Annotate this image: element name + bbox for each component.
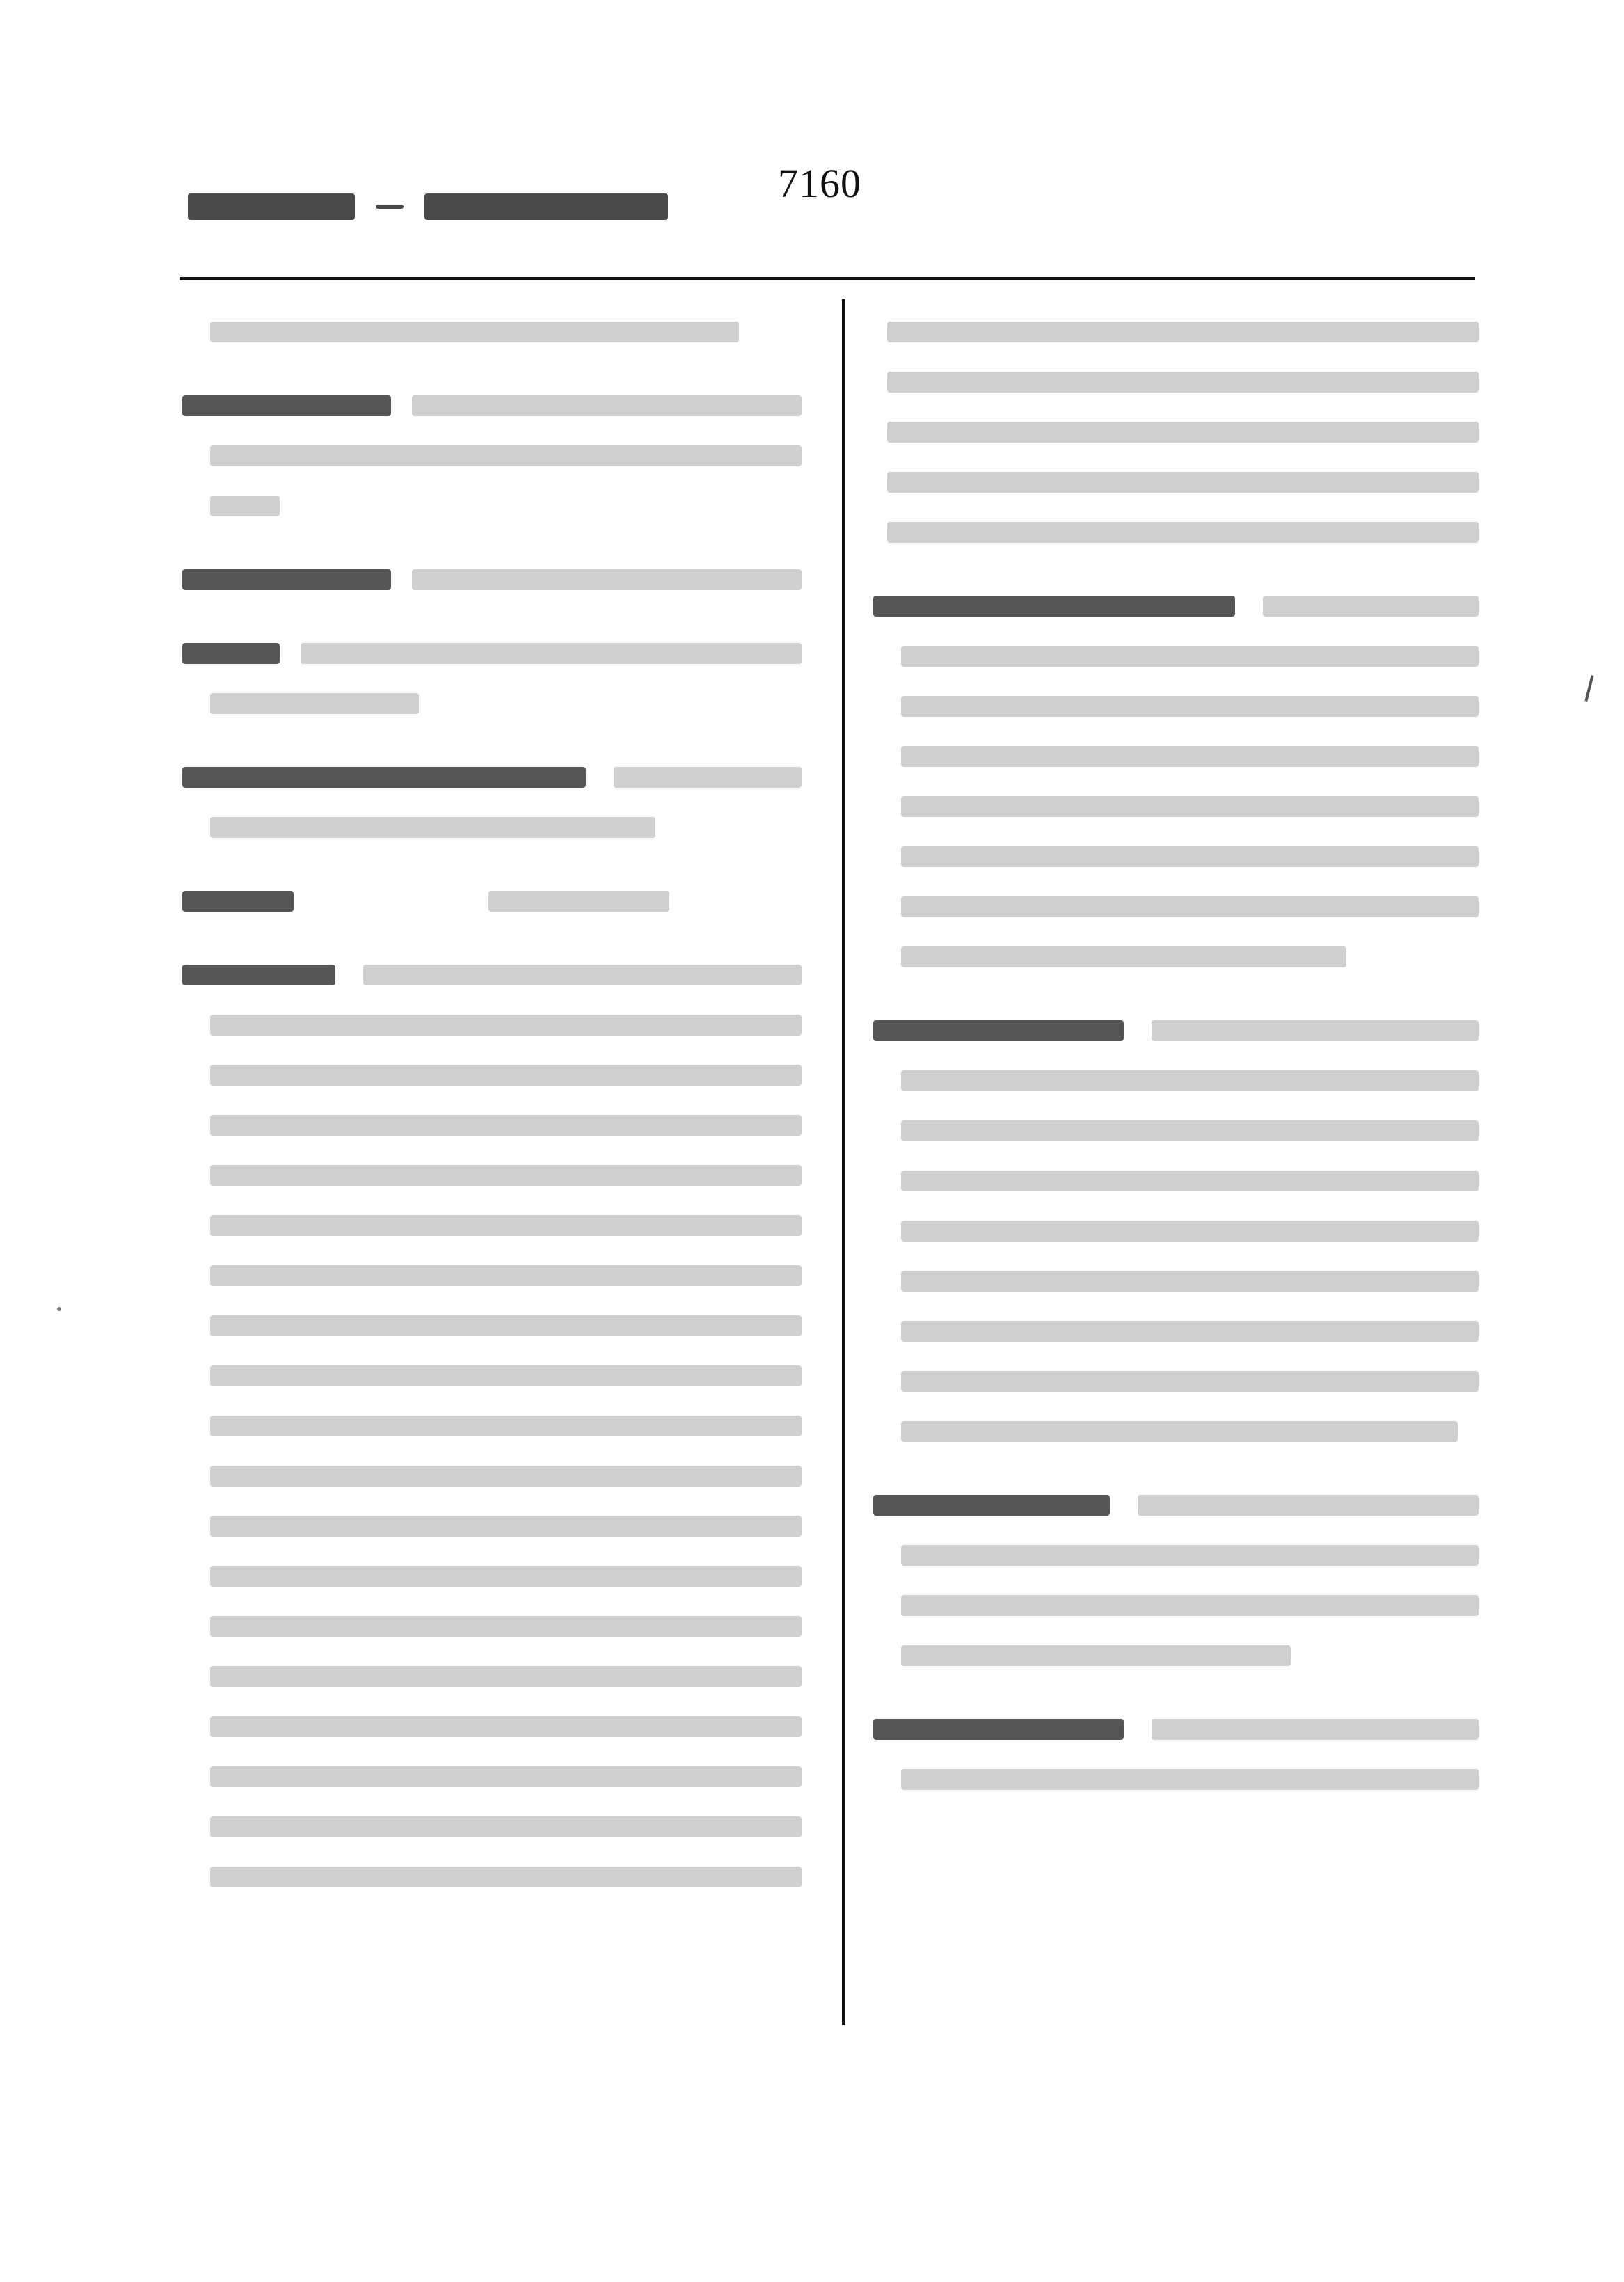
text-line (182, 1851, 809, 1901)
text-line (182, 1701, 809, 1751)
text-line (873, 631, 1486, 681)
text-line (182, 1450, 809, 1500)
text-line (182, 430, 809, 480)
text-line (182, 306, 809, 356)
text-line (182, 802, 809, 852)
text-line (873, 1105, 1486, 1155)
text-line (873, 931, 1486, 981)
text-line (182, 1400, 809, 1450)
text-line (873, 406, 1486, 457)
text-line (873, 1630, 1486, 1680)
text-line (873, 731, 1486, 781)
text-line (182, 1200, 809, 1250)
scan-dot (57, 1307, 61, 1311)
entry-headword (873, 1704, 1486, 1754)
scan-mark (1584, 675, 1593, 702)
text-line (873, 881, 1486, 931)
entry-headword (182, 554, 809, 604)
text-line (873, 1356, 1486, 1406)
text-line (182, 999, 809, 1049)
left-column (182, 306, 809, 1901)
text-line (182, 480, 809, 530)
text-line (182, 1350, 809, 1400)
text-line (182, 1300, 809, 1350)
text-line (873, 1155, 1486, 1205)
header-running-title (188, 193, 668, 220)
text-line (182, 1100, 809, 1150)
text-line (182, 1551, 809, 1601)
page-number: 7160 (778, 161, 861, 206)
entry-headword (873, 1005, 1486, 1055)
text-line (873, 1055, 1486, 1105)
text-line (873, 1306, 1486, 1356)
text-line (873, 1255, 1486, 1306)
entry-headword (182, 875, 809, 926)
text-line (873, 507, 1486, 557)
text-line (182, 1651, 809, 1701)
text-line (873, 1754, 1486, 1804)
text-line (873, 1406, 1486, 1456)
header-rule (180, 277, 1475, 280)
text-line (873, 1580, 1486, 1630)
text-line (873, 1205, 1486, 1255)
entry-headword (182, 752, 809, 802)
text-line (873, 1530, 1486, 1580)
text-line (182, 678, 809, 728)
right-column (873, 306, 1486, 1804)
entry-headword (182, 949, 809, 999)
column-divider (842, 299, 845, 2025)
text-line (182, 1751, 809, 1801)
page-header (188, 160, 1475, 251)
text-line (182, 1150, 809, 1200)
text-line (182, 1801, 809, 1851)
text-line (873, 831, 1486, 881)
text-line (873, 356, 1486, 406)
text-line (873, 681, 1486, 731)
entry-headword (182, 380, 809, 430)
text-line (182, 1250, 809, 1300)
entry-headword (182, 628, 809, 678)
entry-headword (873, 580, 1486, 631)
text-line (873, 306, 1486, 356)
text-line (182, 1049, 809, 1100)
text-line (182, 1500, 809, 1551)
text-line (873, 781, 1486, 831)
entry-headword (873, 1480, 1486, 1530)
text-line (873, 457, 1486, 507)
text-line (182, 1601, 809, 1651)
